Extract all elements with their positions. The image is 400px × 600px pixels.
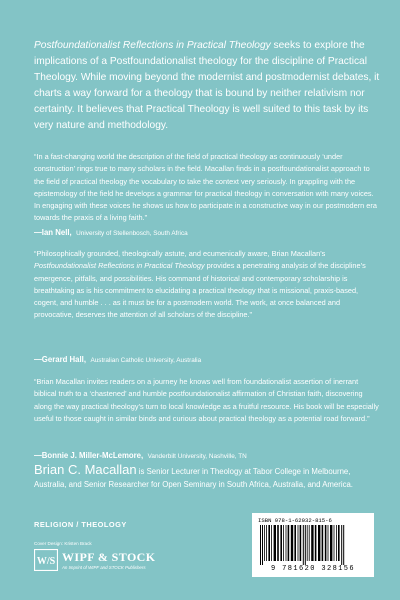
- barcode-bar: [343, 525, 344, 565]
- endorser-name-1: —Ian Nell,: [34, 228, 72, 237]
- barcode-bar: [315, 525, 317, 561]
- endorser-affiliation-3: Vanderbilt University, Nashville, TN: [147, 453, 247, 460]
- publisher-block: [34, 549, 174, 579]
- endorsement-attribution-3: [34, 445, 247, 463]
- barcode-bar: [303, 525, 304, 565]
- endorser-affiliation-2: Australian Catholic University, Australia: [90, 357, 202, 364]
- barcode-bar: [336, 525, 337, 561]
- barcode-bar: [300, 525, 302, 561]
- endorsement-quote-2-title: Postfoundationalist Reflections in Practical Theology: [34, 261, 205, 271]
- intro-text: seeks to explore the implications of a Postfoundationalist theology for the discipline of Practical Theology. While moving beyond the modernist and postmodernist debates, it charts a way forward for a theology that is bound by neither relativism nor certainty. It believes that Practical Theology is well suited to this task by its very nature and methodology.: [34, 40, 380, 131]
- barcode-bar: [271, 525, 272, 561]
- publisher-tagline: An Imprint of WIPF and STOCK Publishers: [62, 565, 146, 570]
- isbn-barcode: [252, 513, 374, 577]
- barcode-bar: [283, 525, 284, 561]
- endorsement-quote-1: “In a fast-changing world the description of the field of practical theology as continuously ‘under construction’ rings true to many scholars in the field. Macallan finds in a postfoundationalist approach to the field of practical theology the vocabulary to take the context very seriously. In grappling with the epistemology of the field he develops a grammar for practical theology in conversation with many voices. In engaging with these voices he shows us how to participate in a constructive way in our postmodern era towards the praxis of a living faith.”: [34, 152, 377, 223]
- barcode-bar: [341, 525, 342, 565]
- intro-paragraph: [34, 38, 384, 134]
- barcode-bar: [286, 525, 287, 561]
- barcode-bar: [330, 525, 332, 561]
- endorser-name-3: —Bonnie J. Miller-McLemore,: [34, 451, 144, 460]
- barcode-bar: [311, 525, 313, 561]
- barcode-bar: [260, 525, 261, 565]
- author-bio-text: is Senior Lecturer in Theology at Tabor College in Melbourne, Australia, and Senior Researcher for Open Seminary in South Africa, Australia, and America.: [34, 467, 353, 489]
- barcode-bar: [277, 525, 279, 561]
- barcode-bar: [334, 525, 335, 561]
- endorsement-quote-2-end: provides a penetrating analysis of the discipline’s emergence, pitfalls, and possibilities. His command of historical and contemporary scholarship is breathtaking as is his commitment to elucidating a practical theology that is missional, praxis-based, cogent, and humble . . . as it must be for a postmodern world. The work, at once balanced and provocative, deserves the attention of all scholars of the discipline.”: [34, 261, 366, 320]
- barcode-bar: [318, 525, 320, 561]
- author-bio: [34, 464, 382, 491]
- isbn-label: ISBN 978-1-62032-815-6: [258, 517, 332, 524]
- cover-design-credit: Cover Design: Kristen Brack: [34, 541, 92, 546]
- category-label: RELIGION / THEOLOGY: [34, 520, 127, 529]
- endorsement-quote-2: [34, 248, 379, 322]
- intro-book-title: Postfoundationalist Reflections in Practical Theology: [34, 40, 271, 51]
- barcode-bar: [288, 525, 290, 561]
- barcode-bar: [280, 525, 282, 561]
- endorsement-quote-2-start: “Philosophically grounded, theologically astute, and ecumenically aware, Brian Macallan’s: [34, 249, 326, 258]
- endorsement-quote-3: “Brian Macallan invites readers on a journey he knows well from foundationalist assertion of inerrant biblical truth to a ‘chastened’ and humble postfoundationalist affirmation of Christian faith, discovering along the way practical theology’s turn to local knowledge as a fruitful resource. His book will be especially useful to those caught in similar binds and curious about practical theology as a potential road forward.”: [34, 377, 379, 423]
- publisher-name: WIPF & STOCK: [62, 550, 156, 564]
- barcode-bar: [294, 525, 296, 561]
- barcode-bars: [258, 525, 368, 565]
- publisher-logo-text: W/S: [36, 556, 56, 567]
- barcode-bar: [264, 525, 265, 561]
- barcode-bar: [322, 525, 324, 561]
- barcode-bar: [325, 525, 327, 561]
- barcode-bar: [338, 525, 340, 561]
- barcode-bar: [305, 525, 306, 565]
- barcode-digits: 9 781620 328156: [270, 565, 355, 573]
- author-name: Brian C. Macallan: [34, 462, 137, 477]
- endorser-name-2: —Gerard Hall,: [34, 355, 86, 364]
- barcode-bar: [291, 525, 293, 561]
- barcode-bar: [266, 525, 267, 561]
- barcode-bar: [298, 525, 299, 561]
- barcode-bar: [262, 525, 263, 565]
- endorser-affiliation-1: University of Stellenbosch, South Africa: [76, 230, 188, 237]
- endorsement-attribution-2: [34, 349, 201, 367]
- barcode-bar: [307, 525, 308, 561]
- barcode-bar: [268, 525, 270, 561]
- publisher-logo: [34, 549, 58, 571]
- barcode-bar: [309, 525, 310, 561]
- endorsement-attribution-1: [34, 222, 188, 240]
- barcode-bar: [274, 525, 276, 561]
- barcode-bar: [328, 525, 329, 561]
